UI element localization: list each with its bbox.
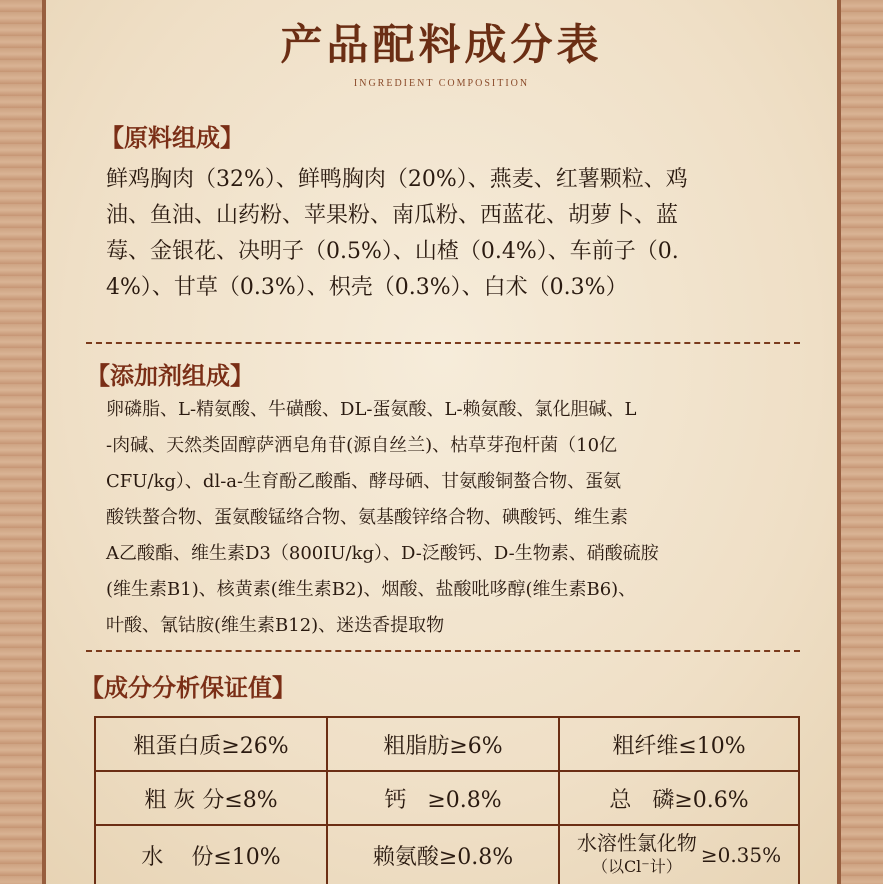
analysis-cell: 钙 ≥0.8% (328, 772, 560, 826)
analysis-cell: 粗脂肪≥6% (328, 718, 560, 772)
additive-line: A乙酸酯、维生素D3（800IU/kg）、D-泛酸钙、D-生物素、硝酸硫胺 (106, 543, 659, 564)
analysis-cell: 粗 灰 分≤8% (96, 772, 328, 826)
chloride-value: ≥0.35% (700, 843, 782, 867)
raw-materials-text (106, 162, 796, 306)
additive-line: (维生素B1)、核黄素(维生素B2)、烟酸、盐酸吡哆醇(维生素B6)、 (106, 579, 637, 600)
decorative-border-left (0, 0, 46, 884)
raw-line: 油、鱼油、山药粉、苹果粉、南瓜粉、西蓝花、胡萝卜、蓝 (106, 203, 679, 228)
analysis-cell: 粗蛋白质≥26% (96, 718, 328, 772)
analysis-cell-chloride (560, 826, 800, 884)
analysis-cell: 赖氨酸≥0.8% (328, 826, 560, 884)
divider (86, 650, 800, 652)
raw-materials-heading: 【原料组成】 (100, 123, 244, 152)
chloride-sub: （以Cl⁻计） (591, 857, 682, 876)
additive-line: CFU/kg）、dl-a-生育酚乙酸酯、酵母硒、甘氨酸铜螯合物、蛋氨 (106, 471, 622, 492)
raw-line: 鲜鸡胸肉（32%）、鲜鸭胸肉（20%）、燕麦、红薯颗粒、鸡 (106, 167, 688, 192)
additives-text (106, 392, 796, 644)
additive-line: 叶酸、氰钴胺(维生素B12)、迷迭香提取物 (106, 615, 445, 636)
analysis-table (94, 716, 800, 884)
additive-line: -肉碱、天然类固醇萨洒皂角苷(源自丝兰)、枯草芽孢杆菌（10亿 (106, 435, 618, 456)
chloride-label (577, 831, 697, 879)
analysis-cell: 总 磷≥0.6% (560, 772, 800, 826)
page-subtitle: INGREDIENT COMPOSITION (353, 78, 530, 89)
page-title: 产品配料成分表 (280, 20, 603, 69)
additives-heading: 【添加剂组成】 (86, 361, 254, 390)
analysis-cell: 粗纤维≤10% (560, 718, 800, 772)
decorative-border-right (837, 0, 883, 884)
analysis-cell: 水 份≤10% (96, 826, 328, 884)
additive-line: 卵磷脂、L-精氨酸、牛磺酸、DL-蛋氨酸、L-赖氨酸、氯化胆碱、L (106, 399, 637, 420)
analysis-heading: 【成分分析保证值】 (80, 673, 296, 702)
chloride-main: 水溶性氯化物 (576, 831, 697, 855)
raw-line: 莓、金银花、决明子（0.5%）、山楂（0.4%）、车前子（0. (106, 239, 679, 264)
additive-line: 酸铁螯合物、蛋氨酸锰络合物、氨基酸锌络合物、碘酸钙、维生素 (106, 507, 628, 528)
divider (86, 342, 800, 344)
raw-line: 4%）、甘草（0.3%）、枳壳（0.3%）、白术（0.3%） (106, 275, 628, 300)
